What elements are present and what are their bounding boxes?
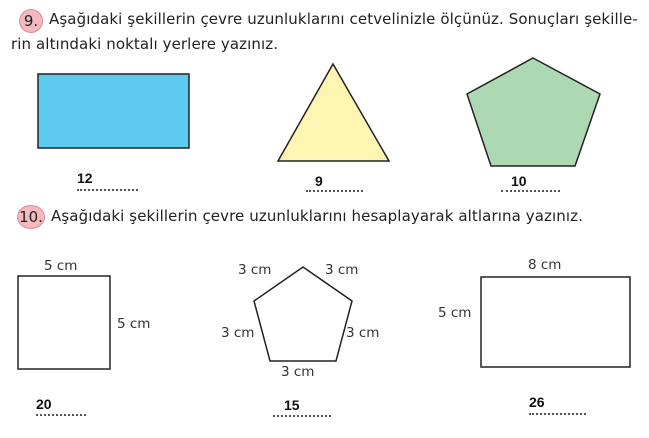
question-9-number: 9.: [23, 12, 39, 30]
pentagon-top-right-label: 3 cm: [325, 262, 359, 278]
answer-line-pentagon: [501, 188, 560, 192]
answer-line-rectangle: [77, 187, 138, 191]
green-pentagon: [467, 58, 600, 166]
question-10-text: Aşağıdaki şekillerin çevre uzunluklarını hesaplayarak altlarına yazınız.: [51, 207, 583, 225]
answer-pentagon-10: 15: [284, 397, 300, 413]
answer-line-square: [36, 412, 86, 416]
pentagon-shape: [254, 267, 352, 361]
answer-pentagon: 10: [511, 173, 527, 189]
yellow-triangle: [278, 64, 389, 161]
answer-rectangle: 12: [77, 170, 93, 186]
pentagon-left-label: 3 cm: [221, 325, 255, 341]
question-10-badge: [17, 205, 45, 229]
square-shape: [18, 276, 110, 369]
blue-rectangle: [38, 74, 189, 148]
answer-triangle: 9: [315, 173, 323, 189]
question-10-number: 10.: [19, 208, 43, 226]
rectangle-left-label: 5 cm: [438, 305, 472, 321]
question-9-line2: rin altındaki noktalı yerlere yazınız.: [11, 35, 279, 53]
rectangle-shape: [481, 277, 630, 367]
square-right-label: 5 cm: [117, 316, 151, 332]
answer-line-rectangle-10: [529, 411, 586, 415]
rectangle-top-label: 8 cm: [528, 257, 562, 273]
square-top-label: 5 cm: [44, 258, 78, 274]
pentagon-bottom-label: 3 cm: [281, 364, 315, 380]
pentagon-top-left-label: 3 cm: [238, 262, 272, 278]
q9-shapes: [0, 0, 649, 200]
answer-rectangle-10: 26: [529, 394, 545, 410]
question-9-line1: Aşağıdaki şekillerin çevre uzunluklarını cetvelinizle ölçünüz. Sonuçları şekille-: [49, 10, 638, 28]
pentagon-right-label: 3 cm: [346, 325, 380, 341]
answer-line-pentagon-10: [273, 413, 331, 417]
answer-square: 20: [36, 396, 52, 412]
answer-line-triangle: [306, 188, 363, 192]
